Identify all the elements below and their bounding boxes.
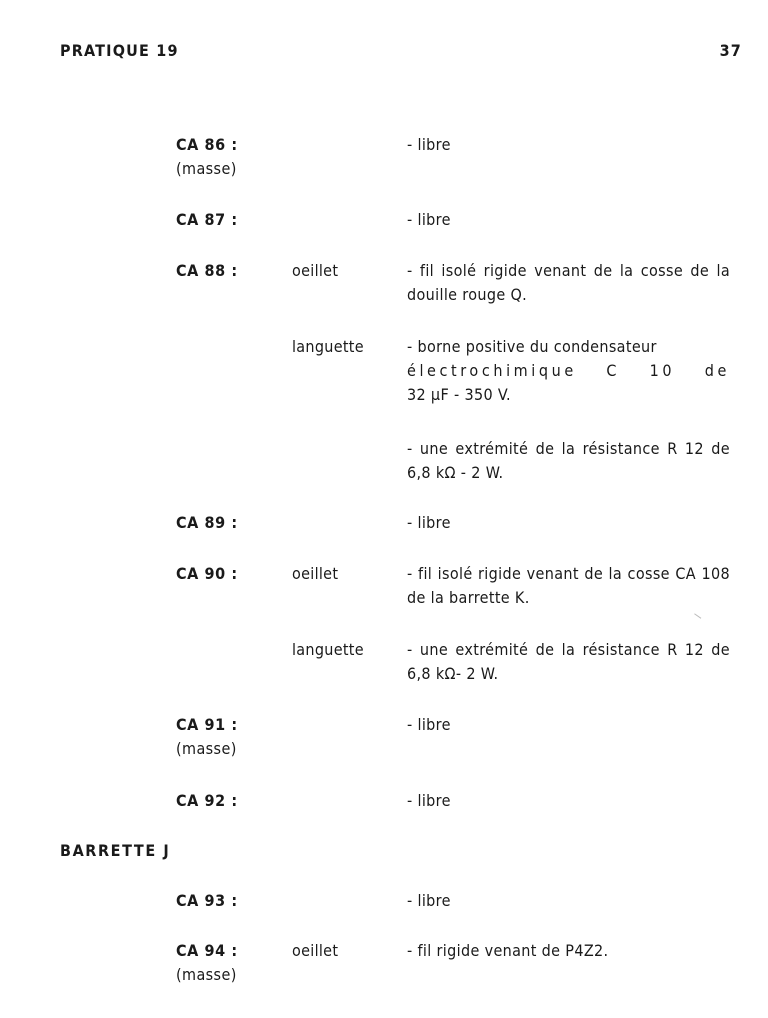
terminal-code: CA 93 : [176, 891, 238, 910]
connection-description: - borne positive du condensateur électrochimique C 10 de 32 µF - 350 V. [407, 337, 730, 404]
scan-speck [691, 613, 702, 623]
connection-description: - fil rigide venant de P4Z2. [407, 941, 609, 960]
section-heading: BARRETTE J [60, 841, 171, 860]
connection-description: - libre [407, 210, 451, 229]
contact-type: oeillet [292, 941, 339, 960]
connection-description: - libre [407, 715, 451, 734]
terminal-code: CA 92 : [176, 791, 238, 810]
page-number: 37 [719, 41, 742, 60]
contact-type: oeillet [292, 261, 339, 280]
terminal-note: (masse) [176, 159, 237, 178]
terminal-note: (masse) [176, 739, 237, 758]
contact-type: languette [292, 640, 364, 659]
connection-description: - une extrémité de la résistance R 12 de 6,8 kΩ- 2 W. [407, 640, 730, 683]
connection-description: - libre [407, 791, 451, 810]
terminal-code: CA 89 : [176, 513, 238, 532]
terminal-code: CA 94 : (masse) [176, 939, 238, 987]
connection-description: - une extrémité de la résistance R 12 de 6,8 kΩ - 2 W. [407, 439, 730, 482]
terminal-note: (masse) [176, 965, 237, 984]
terminal-code: CA 87 : [176, 210, 238, 229]
page-title: PRATIQUE 19 [60, 41, 179, 60]
terminal-code: CA 91 : (masse) [176, 713, 238, 761]
contact-type: oeillet [292, 564, 339, 583]
terminal-code: CA 90 : [176, 564, 238, 583]
terminal-code: CA 88 : [176, 261, 238, 280]
connection-description: - libre [407, 891, 451, 910]
connection-description: - fil isolé rigide venant de la cosse CA 108 de la barrette K. [407, 564, 730, 607]
terminal-code: CA 86 : (masse) [176, 133, 238, 181]
connection-description: - libre [407, 513, 451, 532]
connection-description: - fil isolé rigide venant de la cosse de la douille rouge Q. [407, 261, 730, 304]
connection-description: - libre [407, 135, 451, 154]
contact-type: languette [292, 337, 364, 356]
